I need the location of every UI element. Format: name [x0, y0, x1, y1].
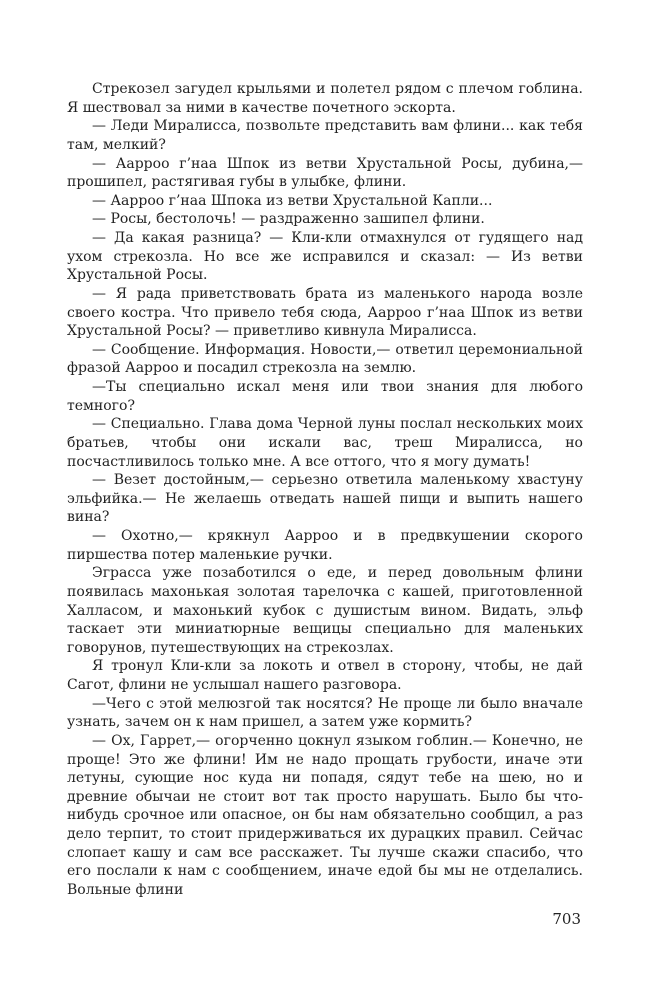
paragraph: — Ох, Гаррет,— огорченно цокнул языком гоблин.— Конечно, не проще! Это же флини! Им не надо прощать грубости, иначе эти летуны, сующие нос куда ни попадя, сядут тебе на шею, но и древние обычаи не стоит вот так просто нарушать. Было бы что-нибудь срочное или опасное, он бы нам обязательно сообщил, а раз дело терпит, то стоит придерживаться их дурацких правил. Сейчас слопает кашу и сам все расскажет. Ты лучше скажи спасибо, что его послали к нам с сообщением, иначе едой бы мы не отделались. Вольные флини [67, 732, 583, 898]
paragraph: —Ты специально искал меня или твои знания для любого темного? [67, 379, 583, 414]
paragraph: — Специально. Глава дома Черной луны послал нескольких моих братьев, чтобы они искали вас, треш Миралисса, но посчастливилось только мне. А все оттого, что я могу думать! [67, 416, 583, 470]
paragraph: Эграсса уже позаботился о еде, и перед довольным флини появилась махонькая золотая тарелочка с кашей, приготовленной Халласом, и махонький кубок с душистым вином. Видать, эльф таскает эти миниатюрные вещицы специально для маленьких говорунов, путешествующих на стрекозлах. [67, 565, 583, 656]
paragraph: — Везет достойным,— серьезно ответила маленькому хвастуну эльфийка.— Не желаешь отведать нашей пищи и выпить нашего вина? [67, 472, 583, 526]
paragraph: — Леди Миралисса, позвольте представить вам флини... как тебя там, мелкий? [67, 118, 583, 153]
paragraph: — Ааррoo г’наа Шпока из ветви Хрустальной Капли... [92, 192, 493, 209]
paragraph: Я тронул Кли-кли за локоть и отвел в сторону, чтобы, не дай Сагот, флини не услышал нашего разговора. [67, 658, 583, 693]
paragraph: — Да какая разница? — Кли-кли отмахнулся от гудящего над ухом стрекозла. Но все же исправился и сказал: — Из ветви Хрустальной Росы. [67, 230, 583, 284]
paragraph: — Я рада приветствовать брата из маленького народа возле своего костра. Что привело тебя сюда, Ааррoo г’наа Шпок из ветви Хрустальной Росы? — приветливо кивнула Миралисса. [67, 285, 583, 340]
page-number: 703 [552, 910, 581, 928]
paragraph: —Чего с этой мелюзгой так носятся? Не проще ли было вначале узнать, зачем он к нам пришел, а затем уже кормить? [67, 695, 583, 731]
paragraph: — Ааррoo г’наа Шпок из ветви Хрустальной Росы, дубина,— прошипел, растягивая губы в улыбке, флини. [67, 155, 583, 191]
paragraph: Стрекозел загудел крыльями и полетел рядом с плечом гоблина. Я шествовал за ними в качестве почетного эскорта. [67, 81, 583, 116]
paragraph: — Сообщение. Информация. Новости,— ответил церемониальной фразой Ааррoo и посадил стрекозла на землю. [67, 341, 583, 377]
paragraph: — Охотно,— крякнул Ааррoo и в предвкушении скорого пиршества потер маленькие ручки. [67, 528, 583, 563]
page-text [67, 80, 583, 900]
paragraph: — Росы, бестолочь! — раздраженно зашипел флини. [92, 211, 485, 228]
